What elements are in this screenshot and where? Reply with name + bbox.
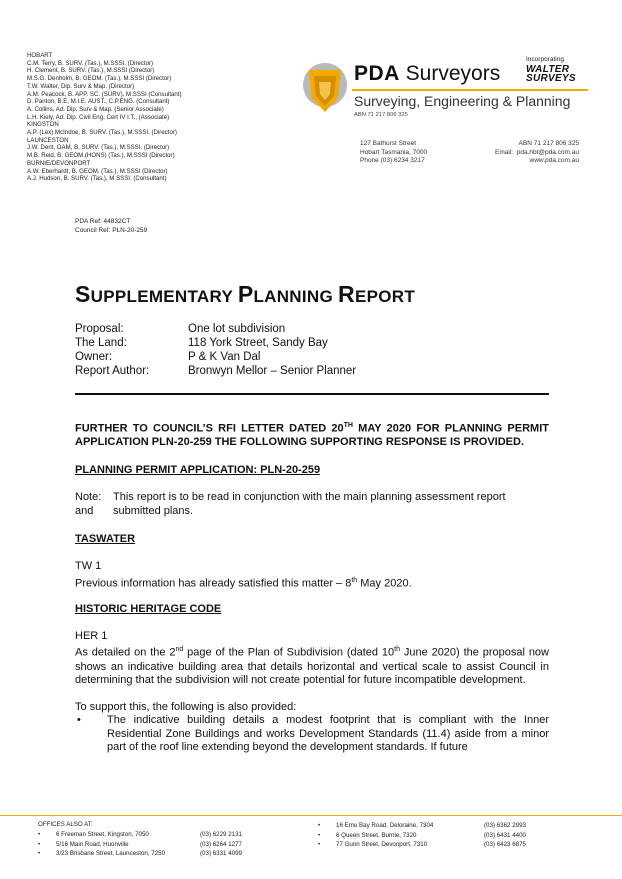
office-row: • 5/16 Main Road, Huonville (03) 6264 1277	[38, 840, 242, 848]
contact-block	[472, 140, 579, 166]
staff-line: LAUNCESTON	[27, 136, 69, 144]
offices-heading: OFFICES ALSO AT:	[38, 821, 93, 828]
note: Note: This report is to be read in conjunction with the main planning assessment report and submitted plans.	[75, 491, 506, 518]
section-heading: PLANNING PERMIT APPLICATION: PLN-20-259	[75, 463, 321, 476]
brand-name: PDA Surveyors	[354, 62, 501, 85]
incorporating-label: Incorporating	[526, 56, 564, 63]
item-label: TW 1	[75, 560, 102, 573]
contact-email[interactable]: Email: pda.hbt@pda.com.au	[495, 148, 579, 156]
lead-paragraph: FURTHER TO COUNCIL’S RFI LETTER DATED 20TH MAY 2020 FOR PLANNING PERMIT APPLICATION PLN-20-259 THE FOLLOWING SUPPORTING RESPONSE IS PROVIDED.	[75, 422, 549, 449]
staff-line: D. Panton, B.E, M.I.E. AUST., C.P.ENG. (Consultant)	[27, 98, 170, 106]
staff-line: A.J. Hudson, B. SURV. (Tas.), M.SSSI. (Consultant)	[27, 175, 167, 183]
offices-left	[38, 830, 242, 859]
detail-row: Report Author: Bronwyn Mellor – Senior Planner	[75, 365, 357, 377]
detail-row: The Land: 118 York Street, Sandy Bay	[75, 337, 328, 349]
staff-line: A.M. Peacock, B. APP. SC. (SURV), M.SSSI (Consultant)	[27, 90, 182, 98]
paragraph: As detailed on the 2nd page of the Plan of Subdivision (dated 10th June 2020) the proposal now shows an indicative building area that details horizontal and vertical scale to assist Council in determining that the subdivision will not create potential for future incompatible development.	[75, 646, 549, 687]
report-body	[75, 419, 549, 755]
footer-rule	[0, 815, 622, 816]
divider	[75, 393, 549, 395]
office-address: 127 Bathurst Street Hobart Tasmania, 7000 Phone (03) 6234 3217	[360, 140, 428, 164]
page-title: SUPPLEMENTARY PLANNING REPORT	[75, 281, 416, 307]
paragraph: Previous information has already satisfied this matter – 8th May 2020.	[75, 576, 412, 590]
pda-logo-icon	[302, 60, 348, 120]
office-row: • 3/23 Brisbane Street, Launceston, 7250 (03) 6331 4099	[38, 850, 242, 857]
list-item: • The indicative building details a modest footprint that is compliant with the Inner Residential Zone Buildings and works Development Standards (11.4) aside from a minor part of the roof line extending beyond the development standards. If future	[77, 714, 549, 754]
references	[75, 218, 147, 235]
staff-line: KINGSTON	[27, 121, 59, 129]
brand-abn: ABN 71 217 806 325	[354, 112, 408, 118]
office-row: • 6 Freeman Street, Kingston, 7050 (03) 6229 2131	[38, 831, 242, 838]
paragraph: To support this, the following is also provided:	[75, 700, 297, 713]
section-heading: TASWATER	[75, 532, 136, 545]
offices-right	[318, 821, 526, 850]
staff-line: M.S.G. Denholm, B. GEOM. (Tas.), M.SSSI (Director)	[27, 75, 172, 83]
staff-line: J.W. Dent, OAM, B. SURV. (Tas.), M.SSSI. (Director)	[27, 144, 170, 152]
staff-line: L.H. Kiely, Ad. Dip. Civil Eng, Cert IV I.T., (Associate)	[27, 113, 170, 121]
office-row: • 16 Emu Bay Road, Deloraine, 7304 (03) 6362 2993	[318, 822, 526, 829]
staff-line: BURNIE/DEVONPORT	[27, 159, 91, 167]
staff-line: M.B. Reid, B. GEOM.(HONS) (Tas.), M.SSSI (Director)	[27, 152, 175, 160]
report-details	[75, 322, 356, 378]
staff-line: HOBART	[27, 52, 53, 59]
brand-rule	[352, 89, 588, 91]
staff-line: A. Collins, Ad. Dip. Surv & Map. (Senior Associate)	[27, 105, 164, 113]
staff-line: A.P. (Lex) McIndoe, B. SURV. (Tas.), M.SSSI. (Director)	[27, 129, 177, 137]
contact-website[interactable]: www.pda.com.au	[529, 157, 579, 164]
council-ref: Council Ref: PLN-20-259	[75, 226, 148, 234]
pda-ref: PDA Ref: 44832CT	[75, 218, 131, 225]
brand-tagline: Surveying, Engineering & Planning	[354, 93, 571, 109]
staff-line: A.W. Eberhardt, B. GEOM. (Tas.), M.SSSI (Director)	[27, 167, 168, 175]
staff-line: H. Clement, B. SURV. (Tas.), M.SSSI (Director)	[27, 67, 155, 75]
item-label: HER 1	[75, 629, 108, 642]
staff-line: C.M. Terry, B. SURV. (Tas.), M.SSSI. (Director)	[27, 59, 154, 67]
detail-row: Proposal: One lot subdivision	[75, 323, 286, 335]
office-row: • 6 Queen Street, Burnie, 7320 (03) 6431 4400	[318, 831, 526, 839]
staff-line: T.W. Walter, Dip. Surv & Map. (Director)	[27, 82, 135, 90]
office-row: • 77 Gunn Street, Devonport, 7310 (03) 6423 6875	[318, 841, 526, 848]
detail-row: Owner: P & K Van Dal	[75, 351, 261, 363]
contact-abn: ABN 71 217 806 325	[518, 140, 579, 147]
walter-surveys-logo: WALTER SURVEYS	[526, 64, 576, 84]
staff-list	[27, 52, 182, 183]
section-heading: HISTORIC HERITAGE CODE	[75, 603, 222, 616]
